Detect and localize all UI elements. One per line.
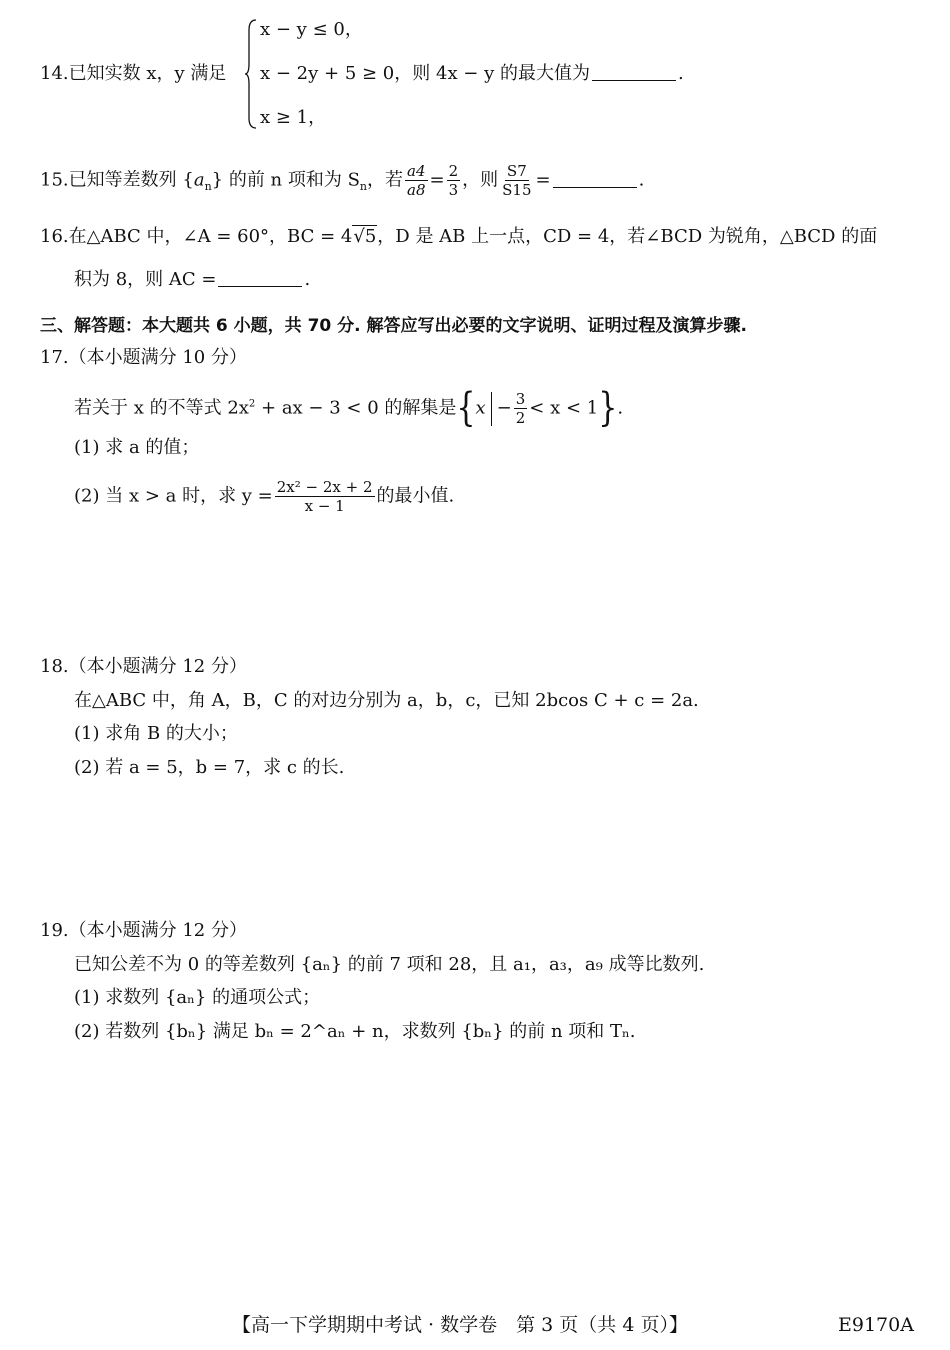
q16-end: . [304,269,311,290]
q15-text1: 已知等差数列 { [68,169,194,191]
q14-before: 已知实数 x，y 满足 [68,63,227,84]
q15-text3: ，若 [367,169,404,191]
q14-brace [244,18,258,130]
q17-part2-num: 2x² − 2x + 2 [276,478,373,496]
q16-line1 [40,225,877,249]
q19-stem: 已知公差不为 0 的等差数列 {aₙ} 的前 7 项和 28，且 a₁，a₃，a₉ 成等比数列. [74,954,705,975]
q15-frac2 [447,162,461,199]
q19-head: 19.（本小题满分 12 分） [40,920,247,941]
q14-number: 14. [40,63,69,84]
q17-part1: (1) 求 a 的值； [74,437,200,458]
q15-text2: } 的前 n 项和为 S [211,169,360,191]
q14-condition-3: x ≥ 1， [260,107,327,128]
q18-part2: (2) 若 a = 5，b = 7，求 c 的长. [74,757,345,778]
q15-eq2: = [535,169,551,191]
q15-nsub: n [204,180,212,194]
q17-part2 [74,478,454,515]
section3-heading: 三、解答题：本大题共 6 小题，共 70 分. 解答应写出必要的文字说明、证明过程及演算步骤. [40,316,747,336]
q17-frac [514,390,528,427]
q14-condition-2: x − 2y + 5 ≥ 0， [260,63,413,84]
q15-frac3-den: S15 [502,181,532,199]
q16-number: 16. [40,226,69,247]
q17-set-bar [491,392,492,426]
q17-part2a: (2) 当 x > a 时，求 y = [74,485,273,507]
q17-left-brace: { [456,385,476,431]
q14-answer-blank[interactable] [592,62,676,81]
q17-stem-b: + ax − 3 < 0 的解集是 [255,397,457,419]
q16-line1a: 在△ABC 中，∠A = 60°，BC = 4 [68,226,353,247]
q17-head: 17.（本小题满分 10 分） [40,347,247,368]
q15-frac1-num: a4 [407,162,426,180]
q17-set-x: x [475,397,486,419]
q16-line2 [74,268,310,292]
q17-frac-den: 2 [515,409,526,427]
q18-part1: (1) 求角 B 的大小； [74,723,238,744]
exam-code: E9170A [838,1314,914,1336]
q18-stem: 在△ABC 中，角 A，B，C 的对边分别为 a，b，c，已知 2bcos C + c = 2a. [74,690,699,711]
q17-stem-a: 若关于 x 的不等式 2x [74,397,249,419]
q14-after: 则 4x − y 的最大值为 [412,63,591,84]
q17-right-brace: } [598,385,618,431]
q15-frac3-num: S7 [506,162,527,180]
q15-text4: ，则 [462,169,499,191]
q17-part2-frac [275,478,375,515]
q15-frac1 [405,162,428,199]
q14-condition-2-row [260,62,684,86]
q18-head: 18.（本小题满分 12 分） [40,656,247,677]
q16-answer-blank[interactable] [218,268,302,287]
q17-frac-num: 3 [515,390,526,408]
q19-part1: (1) 求数列 {aₙ} 的通项公式； [74,987,321,1008]
q17-set-tail: < x < 1 [529,397,599,419]
page-footer: 【高一下学期期中考试 · 数学卷 第 3 页（共 4 页）】 [232,1314,688,1336]
q17-sq: 2 [248,398,256,410]
q15-end: . [638,169,645,191]
q17-stem [74,385,624,431]
q17-end: . [617,397,624,419]
q14-stem [40,62,226,86]
q15-answer-blank[interactable] [553,169,637,188]
q14-condition-1: x − y ≤ 0， [260,19,363,40]
q15-sn-sub: n [359,180,368,194]
q17-part2-den: x − 1 [304,497,345,515]
q15-eq1: = [429,169,445,191]
q15-number: 15. [40,169,69,191]
q15-frac2-num: 2 [448,162,459,180]
q16-line1b: ，D 是 AB 上一点，CD = 4，若∠BCD 为锐角，△BCD 的面 [377,226,878,247]
q15-frac3 [500,162,533,199]
q16-sqrt: √5 [353,226,377,247]
q15-stem [40,162,644,199]
q15-frac2-den: 3 [448,181,459,199]
q17-neg: − [496,397,512,419]
q15-an: a [193,169,205,191]
q19-part2: (2) 若数列 {bₙ} 满足 bₙ = 2^aₙ + n，求数列 {bₙ} 的前 n 项和 Tₙ. [74,1021,636,1042]
q16-line2a: 积为 8，则 AC = [74,269,217,290]
q15-frac1-den: a8 [407,181,426,199]
q17-part2b: 的最小值. [376,485,455,507]
q14-end: . [678,63,684,84]
